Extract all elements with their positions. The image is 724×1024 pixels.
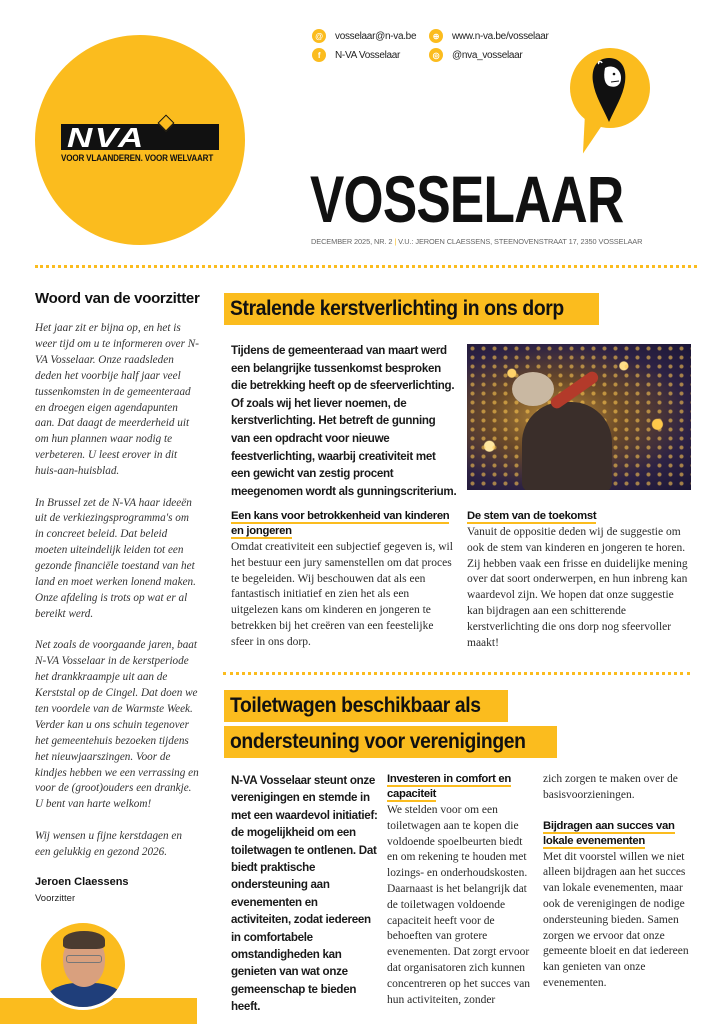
contact-facebook[interactable] <box>312 48 400 62</box>
article2-section1-body: We stelden voor om een toiletwagen aan te kopen die voldoende spoelbeurten biedt en om rekening te houden met lozings- en onderhoudskosten. Daarnaast is het belangrijk dat de toiletwagen voldoende capaciteit heeft voor de behoeften van grotere evenementen. Dat zorgt ervoor dat organisatoren zich kunnen concentreren op het succes van hun activiteiten, zonder <box>387 804 531 1006</box>
article1-headline: Stralende kerstverlichting in ons dorp <box>224 293 599 325</box>
separator: | <box>394 237 397 246</box>
contact-instagram-text: @nva_vosselaar <box>452 49 523 61</box>
masthead-title: VOSSELAAR <box>310 162 624 236</box>
article2-section1 <box>387 772 535 1008</box>
chairman-paragraph: In Brussel zet de N-VA haar ideeën uit de verkiezingsprogramma's om in concreet beleid. Dat beleid moeten uiteindelijk leiden tot een gezonde financiële toestand van het land en moet werken lonend maken. Onze afdeling is trots op wat er al bereikt werd. <box>35 496 196 620</box>
contact-instagram[interactable] <box>429 48 522 62</box>
web-icon: ⊕ <box>429 29 443 43</box>
chairman-avatar <box>38 920 128 1010</box>
signature-name: Jeroen Claessens <box>35 876 129 889</box>
email-icon: @ <box>312 29 326 43</box>
article1-section1 <box>231 509 457 651</box>
instagram-icon: ◎ <box>429 48 443 62</box>
contact-email[interactable] <box>312 29 416 43</box>
edition-text: DECEMBER 2025, NR. 2 <box>311 237 393 246</box>
article2-section1-heading: Investeren in comfort en capaciteit <box>387 773 511 800</box>
article2-section2-body: Met dit voorstel willen we niet alleen bijdragen aan het succes van lokale evenementen, maar ook de verenigingen de nodige ondersteuning bieden. Samen zorgen we ervoor dat onze gemeente bloeit en dat iedereen kan genieten van onze evenementen. <box>543 850 689 989</box>
nva-logo <box>61 122 219 153</box>
article2-section1-continued: zich zorgen te maken over de basisvoorzieningen. <box>543 773 678 801</box>
article2-headline-line1: Toiletwagen beschikbaar als <box>224 690 508 722</box>
article2-lead: N-VA Vosselaar steunt onze verenigingen en stemde in met een waardevol initiatief: de mogelijkheid om een toiletwagen te ontlenen. Dat biedt praktische ondersteuning aan evenementen en activiteiten, zodat iedereen in comfortabele omstandigheden kan genieten van wat onze gemeenschap te bieden heeft. <box>231 774 378 1014</box>
signature-role: Voorzitter <box>35 893 76 905</box>
article1-section2 <box>467 509 693 651</box>
lion-icon <box>589 56 629 124</box>
chairman-paragraph: Net zoals de voorgaande jaren, baat N-VA Vosselaar in de kerstperiode het drankkraampje uit aan de Kerststal op de Cingel. Dat doen we ten voordele van de Warmste Week. Verder kan u ons schuin tegenover het gemeentehuis bezoeken tijdens het nieuwjaarszingen. Voor de kindjes hebben we een verrassing en voor de (groot)ouders een drankje. U bent van harte welkom! <box>35 639 199 811</box>
facebook-icon: f <box>312 48 326 62</box>
contact-website[interactable] <box>429 29 549 43</box>
logo-tagline: VOOR VLAANDEREN. VOOR WELVAART <box>61 153 214 163</box>
contact-website-text: www.n-va.be/vosselaar <box>452 30 549 42</box>
masthead-subline <box>311 237 642 246</box>
header-divider <box>35 265 697 268</box>
logo-letters: NVA <box>67 122 146 153</box>
publisher-text: V.U.: JEROEN CLAESSENS, STEENOVENSTRAAT 17, 2350 VOSSELAAR <box>398 237 643 246</box>
article1-section1-body: Omdat creativiteit een subjectief gegeven is, wil het bestuur een jury samenstellen om dat proces te begeleiden. Wij beschouwen dat als een fantastisch initiatief en zien het als een uitgelezen kans om kinderen en jongeren te betrekken bij het creëren van een feestelijke sfeer in ons dorp. <box>231 541 453 648</box>
contact-email-text: vosselaar@n-va.be <box>335 30 417 42</box>
chairman-paragraph: Het jaar zit er bijna op, en het is weer tijd om u te informeren over N-VA Vosselaar. Onze raadsleden deden het voorbije half jaar veel tussenkomsten in de gemeenteraad en droegen eigen agendapunten aan. Dat daagt de meerderheid uit om hun plannen waar nodig te verbeteren. U leest erover in dit huis-aan-huisblad. <box>35 322 199 478</box>
christmas-lights-photo <box>467 344 691 490</box>
article1-lead: Tijdens de gemeenteraad van maart werd een belangrijke tussenkomst besproken die betrekking heeft op de sfeerverlichting. Of zoals wij het liever noemen, de kerstverlichting. Het betreft de gunning van een opdracht voor nieuwe feestverlichting, waarbij creativiteit met een gewicht van zestig procent meegenomen wordt als gunningscriterium. <box>231 344 457 498</box>
article1-section2-body: Vanuit de oppositie deden wij de suggestie om ook de stem van kinderen en jongeren te horen. Zij hebben vaak een frisse en duidelijke mening over dat soort onderwerpen, en hun inbreng kan waardevol zijn. We hopen dat onze suggestie kan bijdragen aan een schitterende kerstverlichting die ons dorp nog sfeervoller maakt! <box>467 526 688 649</box>
chairman-column <box>35 290 200 904</box>
article1-section2-heading: De stem van de toekomst <box>467 510 597 522</box>
article2-headline-line2: ondersteuning voor verenigingen <box>224 726 557 758</box>
chairman-heading: Woord van de voorzitter <box>35 290 200 307</box>
article2-section2 <box>543 772 693 992</box>
chairman-paragraph: Wij wensen u fijne kerstdagen en een gelukkig en gezond 2026. <box>35 829 182 858</box>
contact-facebook-text: N-VA Vosselaar <box>335 49 401 61</box>
article1-section1-heading: Een kans voor betrokkenheid van kinderen en jongeren <box>231 510 450 537</box>
article2-section2-heading: Bijdragen aan succes van lokale evenementen <box>543 819 675 847</box>
article-divider <box>223 672 690 675</box>
